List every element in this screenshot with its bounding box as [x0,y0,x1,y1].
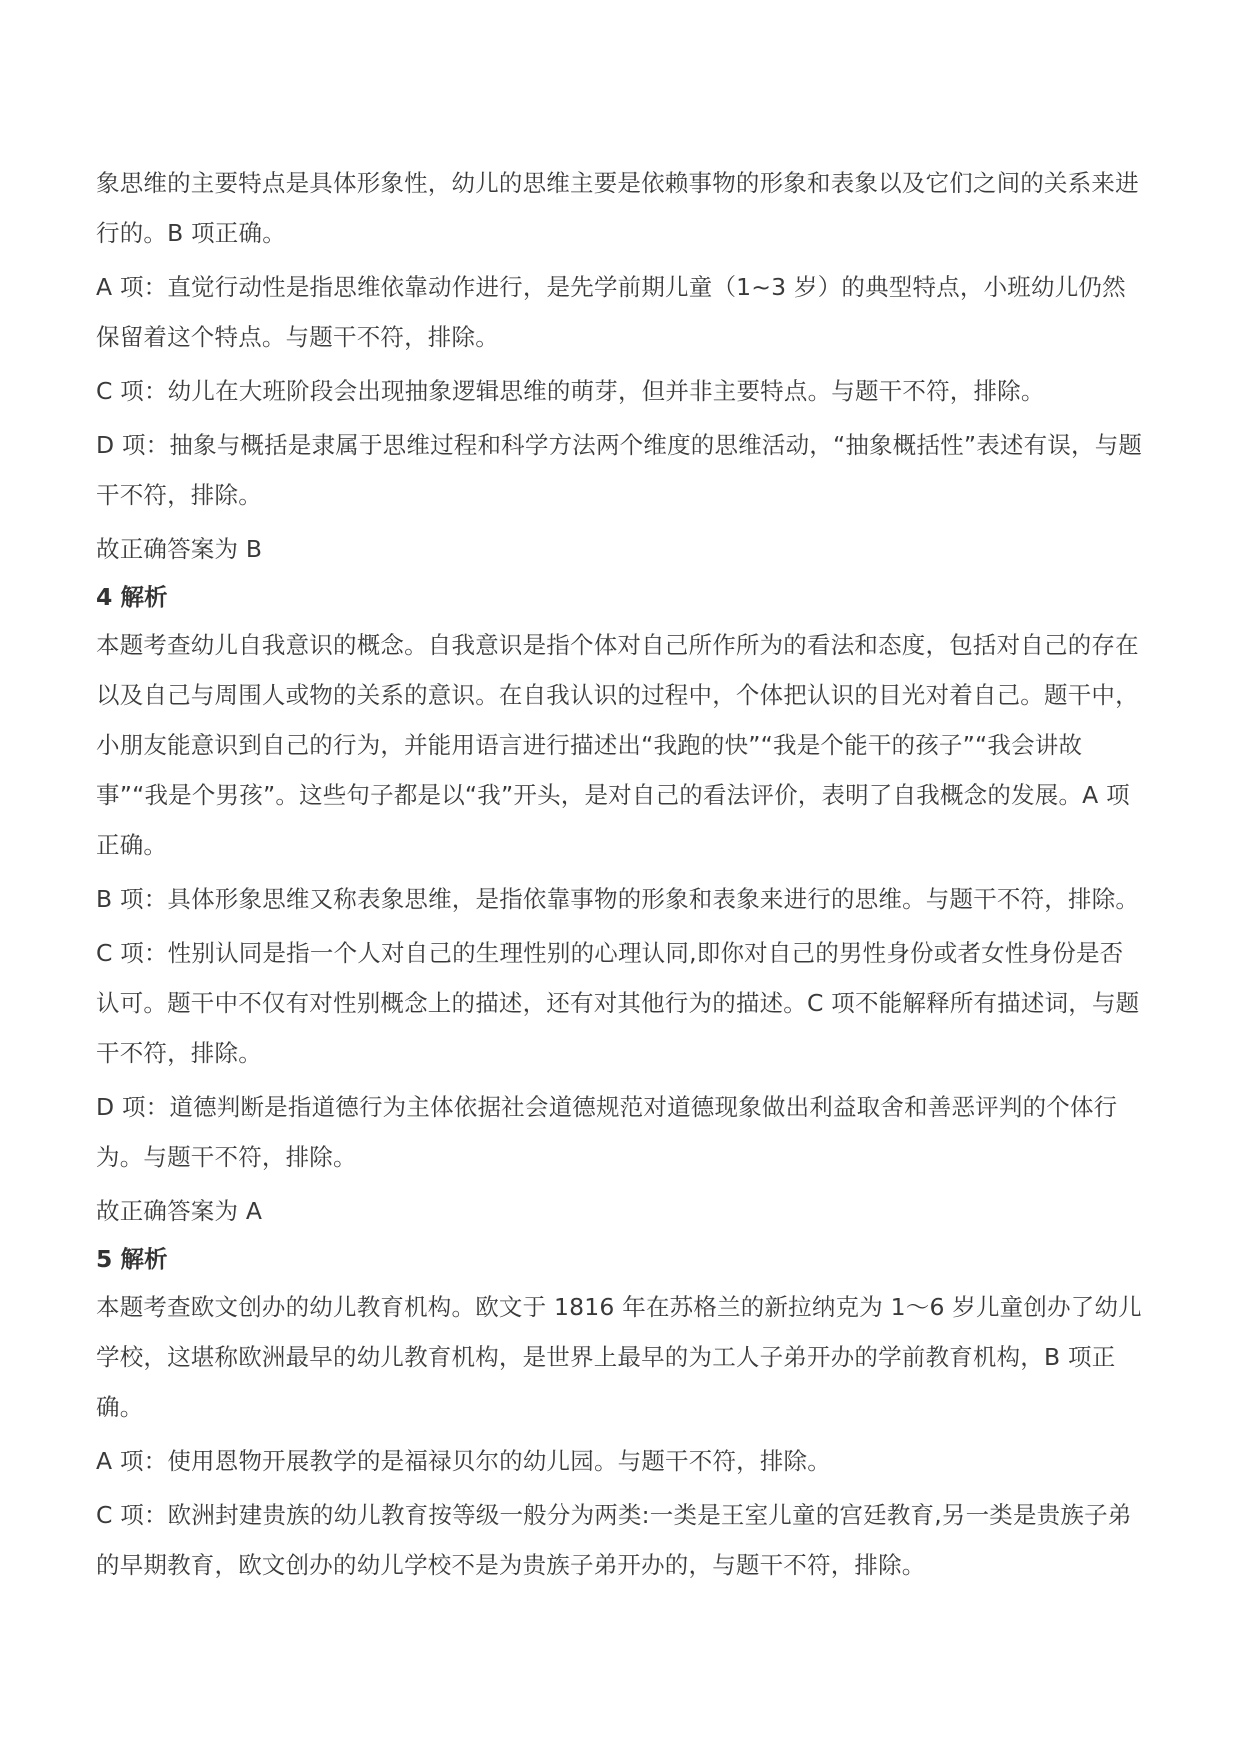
paragraph-option-c: C 项：欧洲封建贵族的幼儿教育按等级一般分为两类:一类是王室儿童的宫廷教育,另一类是贵族子弟的早期教育，欧文创办的幼儿学校不是为贵族子弟开办的，与题干不符，排除。 [96,1501,1132,1579]
section-heading: 4 解析 [96,583,168,611]
document-page [96,158,1146,1594]
paragraph-intro: 本题考查幼儿自我意识的概念。自我意识是指个体对自己所作所为的看法和态度，包括对自己的存在以及自己与周围人或物的关系的意识。在自我认识的过程中，个体把认识的目光对着自己。题干中，小朋友能意识到自己的行为，并能用语言进行描述出“我跑的快”“我是个能干的孩子”“我会讲故事”“我是个男孩”。这些句子都是以“我”开头，是对自己的看法评价，表明了自我概念的发展。A 项正确。 [96,631,1139,859]
paragraph-intro: 本题考查欧文创办的幼儿教育机构。欧文于 1816 年在苏格兰的新拉纳克为 1～6 岁儿童创办了幼儿学校，这堪称欧洲最早的幼儿教育机构，是世界上最早的为工人子弟开办的学前教育机构，B 项正确。 [96,1293,1142,1421]
paragraph-option-c: C 项：幼儿在大班阶段会出现抽象逻辑思维的萌芽，但并非主要特点。与题干不符，排除。 [96,377,1045,405]
section-4 [96,574,1146,1236]
paragraph-option-c: C 项：性别认同是指一个人对自己的生理性别的心理认同,即你对自己的男性身份或者女性身份是否认可。题干中不仅有对性别概念上的描述，还有对其他行为的描述。C 项不能解释所有描述词，与题干不符，排除。 [96,939,1140,1067]
paragraph-answer: 故正确答案为 A [96,1197,263,1225]
section-heading: 5 解析 [96,1245,168,1273]
paragraph-intro: 象思维的主要特点是具体形象性，幼儿的思维主要是依赖事物的形象和表象以及它们之间的关系来进行的。B 项正确。 [96,169,1139,247]
paragraph-option-b: B 项：具体形象思维又称表象思维，是指依靠事物的形象和表象来进行的思维。与题干不符，排除。 [96,885,1140,913]
paragraph-option-d: D 项：道德判断是指道德行为主体依据社会道德规范对道德现象做出利益取舍和善恶评判的个体行为。与题干不符，排除。 [96,1093,1118,1171]
section-5 [96,1236,1146,1590]
paragraph-answer: 故正确答案为 B [96,535,263,563]
paragraph-option-a: A 项：直觉行动性是指思维依靠动作进行，是先学前期儿童（1~3 岁）的典型特点，小班幼儿仍然保留着这个特点。与题干不符，排除。 [96,273,1126,351]
section-3-continued [96,158,1146,574]
paragraph-option-d: D 项：抽象与概括是隶属于思维过程和科学方法两个维度的思维活动，“抽象概括性”表述有误，与题干不符，排除。 [96,431,1143,509]
paragraph-option-a: A 项：使用恩物开展教学的是福禄贝尔的幼儿园。与题干不符，排除。 [96,1447,831,1475]
